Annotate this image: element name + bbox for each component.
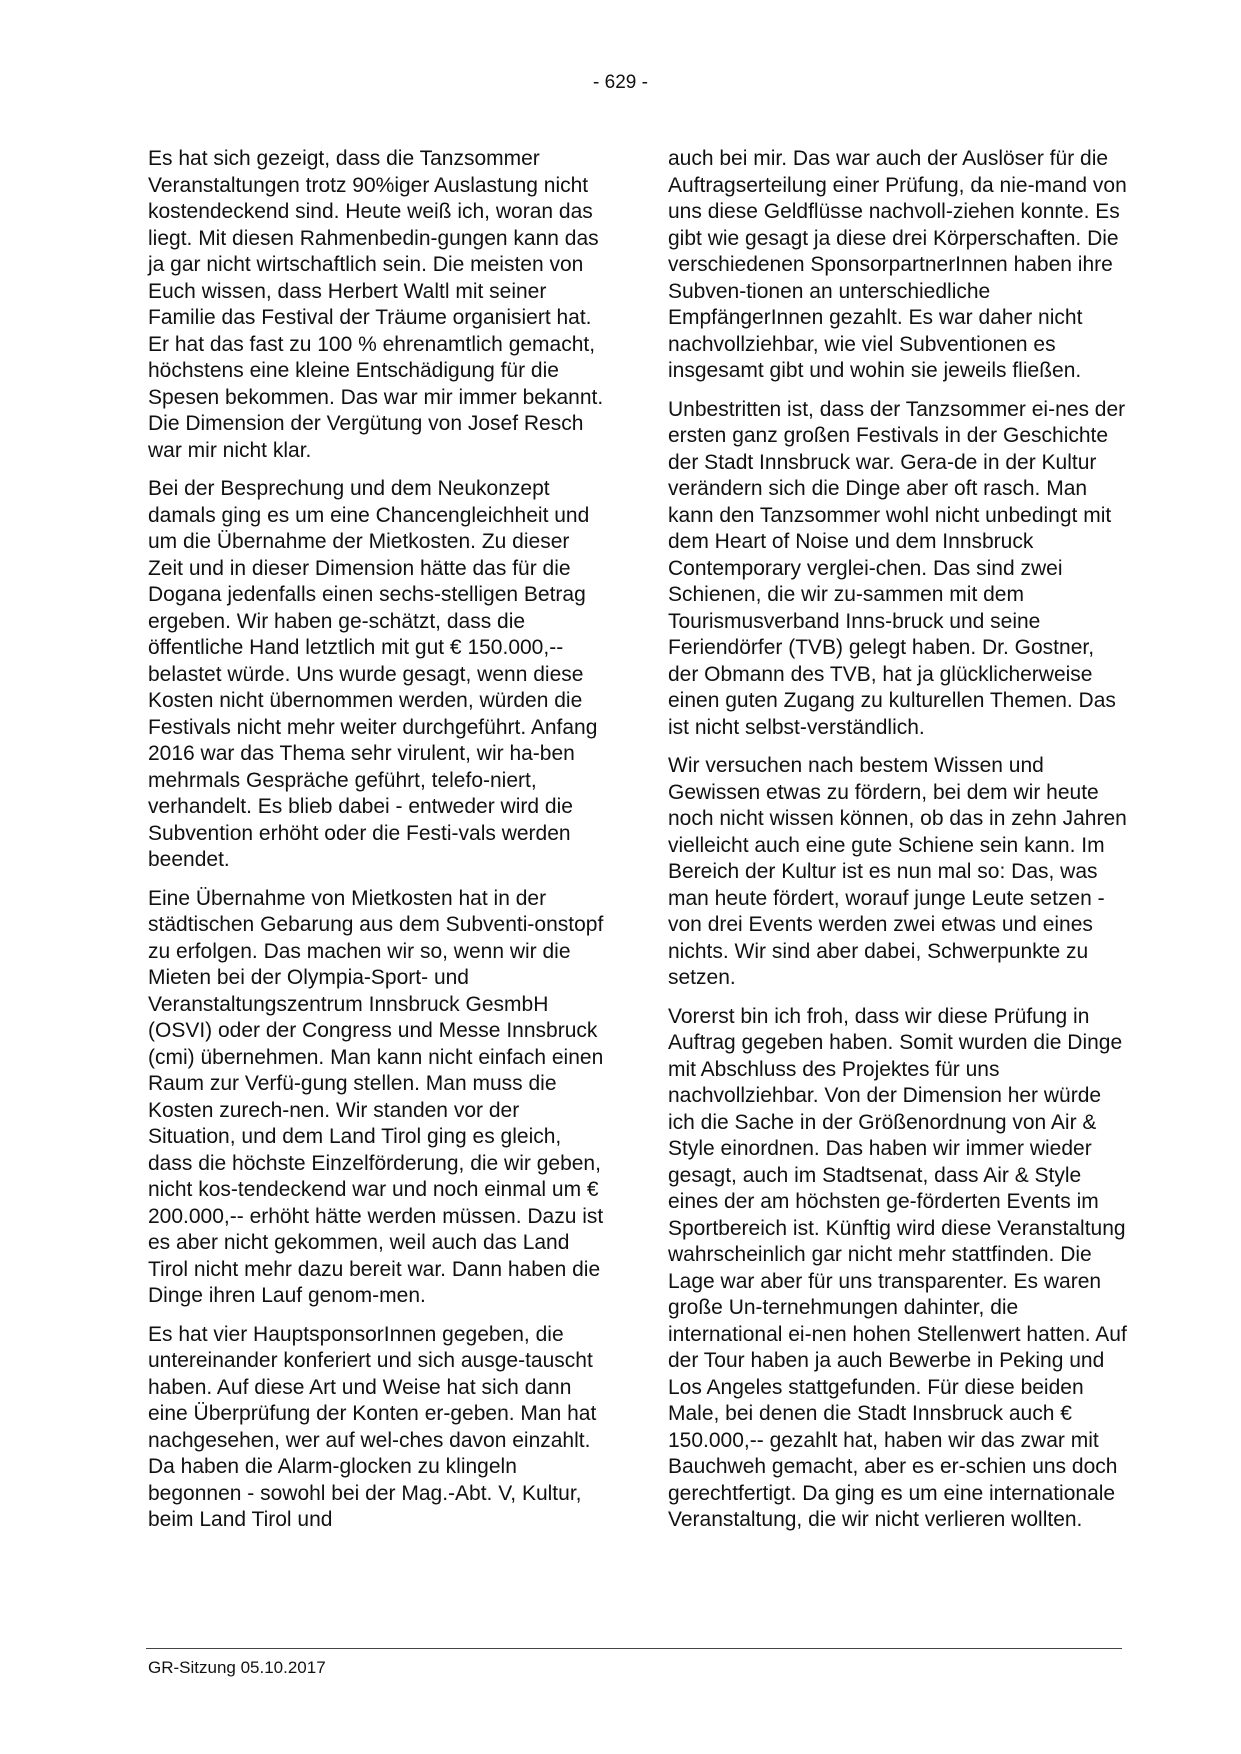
right-column <box>668 146 1130 1546</box>
paragraph: Wir versuchen nach bestem Wissen und Gewissen etwas zu fördern, bei dem wir heute noch nicht wissen können, ob das in zehn Jahren vielleicht auch eine gute Schiene sein kann. Im Bereich der Kultur ist es nun mal so: Das, was man heute fördert, worauf junge Leute setzen - von drei Events werden zwei etwas und eines nichts. Wir sind aber dabei, Schwerpunkte zu setzen. <box>668 754 1127 989</box>
paragraph: Es hat vier HauptsponsorInnen gegeben, die untereinander konferiert und sich ausge-tauscht haben. Auf diese Art und Weise hat sich dann eine Überprüfung der Konten er-geben. Man hat nachgesehen, wer auf wel-ches davon einzahlt. Da haben die Alarm-glocken zu klingeln begonnen - sowohl bei der Mag.-Abt. V, Kultur, beim Land Tirol und <box>148 1322 597 1531</box>
paragraph: Eine Übernahme von Mietkosten hat in der städtischen Gebarung aus dem Subventi-onstopf zu erfolgen. Das machen wir so, wenn wir die Mieten bei der Olympia-Sport- und Veranstaltungszentrum Innsbruck GesmbH (OSVI) oder der Congress und Messe Innsbruck (cmi) übernehmen. Man kann nicht einfach einen Raum zur Verfü-gung stellen. Man muss die Kosten zurech-nen. Wir standen vor der Situation, und dem Land Tirol ging es gleich, dass die höchste Einzelförderung, die wir geben, nicht kos-tendeckend war und noch einmal um € 200.000,-- erhöht hätte werden müssen. Dazu ist es aber nicht gekommen, weil auch das Land Tirol nicht mehr dazu bereit war. Dann haben die Dinge ihren Lauf genom-men. <box>148 886 604 1307</box>
paragraph: Es hat sich gezeigt, dass die Tanzsommer Veranstaltungen trotz 90%iger Auslastung nicht kostendeckend sind. Heute weiß ich, woran das liegt. Mit diesen Rahmenbedin-gungen kann das ja gar nicht wirtschaftlich sein. Die meisten von Euch wissen, dass Herbert Waltl mit seiner Familie das Festival der Träume organisiert hat. Er hat das fast zu 100 % ehrenamtlich gemacht, höchstens eine kleine Entschädigung für die Spesen bekommen. Das war mir immer bekannt. Die Dimension der Vergütung von Josef Resch war mir nicht klar. <box>148 147 604 462</box>
paragraph: Vorerst bin ich froh, dass wir diese Prüfung in Auftrag gegeben haben. Somit wurden die Dinge mit Abschluss des Projektes für uns nachvollziehbar. Von der Dimension her würde ich die Sache in der Größenordnung von Air & Style einordnen. Das haben wir immer wieder gesagt, auch im Stadtsenat, dass Air & Style eines der am höchsten ge-förderten Events im Sportbereich ist. Künftig wird diese Veranstaltung wahrscheinlich gar nicht mehr stattfinden. Die Lage war aber für uns transparenter. Es waren große Un-ternehmungen dahinter, die international ei-nen hohen Stellenwert hatten. Auf der Tour haben ja auch Bewerbe in Peking und Los Angeles stattgefunden. Für diese beiden Male, bei denen die Stadt Innsbruck auch € 150.000,-- gezahlt hat, haben wir das zwar mit Bauchweh gemacht, aber es er-schien uns doch gerechtfertigt. Da ging es um eine internationale Veranstaltung, die wir nicht verlieren wollten. <box>668 1004 1127 1531</box>
footer-divider <box>146 1648 1122 1649</box>
paragraph: Bei der Besprechung und dem Neukonzept damals ging es um eine Chancengleichheit und um die Übernahme der Mietkosten. Zu dieser Zeit und in dieser Dimension hätte das für die Dogana jedenfalls einen sechs-stelligen Betrag ergeben. Wir haben ge-schätzt, dass die öffentliche Hand letztlich mit gut € 150.000,-- belastet würde. Uns wurde gesagt, wenn diese Kosten nicht übernommen werden, würden die Festivals nicht mehr weiter durchgeführt. Anfang 2016 war das Thema sehr virulent, wir ha-ben mehrmals Gespräche geführt, telefo-niert, verhandelt. Es blieb dabei - entweder wird die Subvention erhöht oder die Festi-vals werden beendet. <box>148 477 598 871</box>
page-number: - 629 - <box>593 72 648 93</box>
paragraph: auch bei mir. Das war auch der Auslöser für die Auftragserteilung einer Prüfung, da nie-mand von uns diese Geldflüsse nachvoll-ziehen konnte. Es gibt wie gesagt ja diese drei Körperschaften. Die verschiedenen SponsorpartnerInnen haben ihre Subven-tionen an unterschiedliche EmpfängerInnen gezahlt. Es war daher nicht nachvollziehbar, wie viel Subventionen es insgesamt gibt und wohin sie jeweils fließen. <box>668 147 1127 382</box>
left-column <box>148 146 610 1546</box>
footer-session-date: GR-Sitzung 05.10.2017 <box>148 1658 326 1677</box>
paragraph: Unbestritten ist, dass der Tanzsommer ei-nes der ersten ganz großen Festivals in der Geschichte der Stadt Innsbruck war. Gera-de in der Kultur verändern sich die Dinge aber oft rasch. Man kann den Tanzsommer wohl nicht unbedingt mit dem Heart of Noise und dem Innsbruck Contemporary verglei-chen. Das sind zwei Schienen, die wir zu-sammen mit dem Tourismusverband Inns-bruck und seine Feriendörfer (TVB) gelegt haben. Dr. Gostner, der Obmann des TVB, hat ja glücklicherweise einen guten Zugang zu kulturellen Themen. Das ist nicht selbst-verständlich. <box>668 397 1126 739</box>
